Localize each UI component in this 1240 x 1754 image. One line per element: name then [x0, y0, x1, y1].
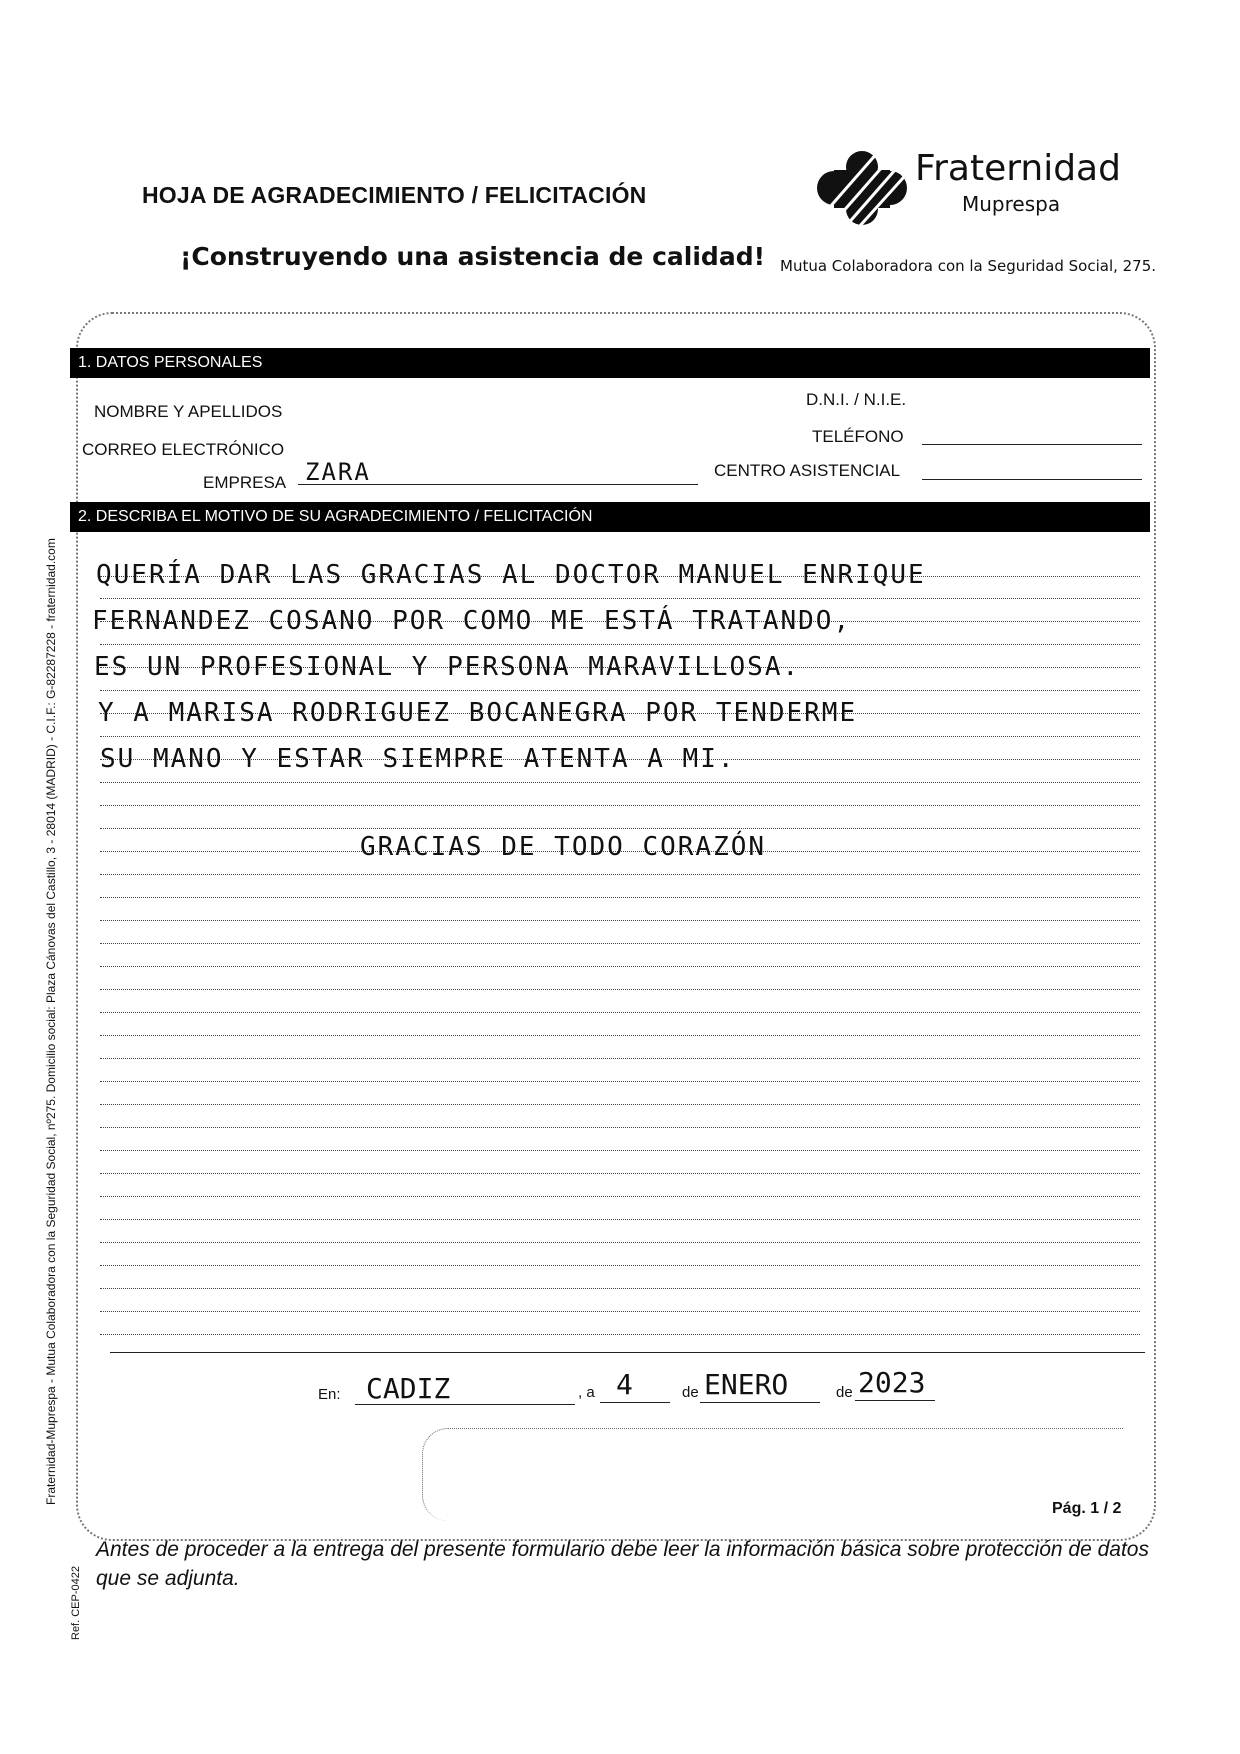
- message-line-1: QUERÍA DAR LAS GRACIAS AL DOCTOR MANUEL ENRIQUE: [96, 560, 926, 590]
- message-line-6: GRACIAS DE TODO CORAZÓN: [360, 832, 767, 862]
- section-1-heading: 1. DATOS PERSONALES: [70, 348, 1150, 378]
- nombre-label: NOMBRE Y APELLIDOS: [94, 402, 283, 421]
- section-2-bottom-line: [110, 1352, 1145, 1353]
- empresa-value: ZARA: [305, 458, 371, 486]
- centro-label: CENTRO ASISTENCIAL: [714, 461, 901, 480]
- page-subtitle: ¡Construyendo una asistencia de calidad!: [180, 242, 765, 271]
- message-line-5: SU MANO Y ESTAR SIEMPRE ATENTA A MI.: [100, 744, 736, 774]
- date-day-field[interactable]: [600, 1402, 670, 1403]
- empresa-label: EMPRESA: [203, 473, 287, 492]
- date-de-label-1: de: [682, 1384, 699, 1401]
- fraternidad-logo-icon: [812, 150, 912, 226]
- page-title: HOJA DE AGRADECIMIENTO / FELICITACIÓN: [142, 182, 647, 208]
- date-year-value: 2023: [858, 1366, 926, 1399]
- telefono-label: TELÉFONO: [812, 427, 904, 446]
- date-city-value: CADIZ: [366, 1372, 451, 1405]
- ref-code: Ref. CEP-0422: [70, 1566, 82, 1640]
- message-line-4: Y A MARISA RODRIGUEZ BOCANEGRA POR TENDERME: [98, 698, 858, 728]
- correo-label: CORREO ELECTRÓNICO: [82, 440, 285, 459]
- date-a-label: , a: [578, 1384, 595, 1401]
- signature-box[interactable]: [422, 1428, 1123, 1521]
- telefono-field[interactable]: [922, 444, 1142, 445]
- message-line-2: FERNANDEZ COSANO POR COMO ME ESTÁ TRATANDO,: [92, 606, 852, 636]
- message-line-3: ES UN PROFESIONAL Y PERSONA MARAVILLOSA.: [94, 652, 801, 682]
- brand-mutua-text: Mutua Colaboradora con la Seguridad Social, 275.: [780, 257, 1157, 275]
- date-de-label-2: de: [836, 1384, 853, 1401]
- form-frame: [76, 312, 1156, 1541]
- brand-subname: Muprespa: [962, 192, 1061, 216]
- date-en-label: En:: [318, 1386, 341, 1403]
- date-month-value: ENERO: [704, 1368, 789, 1401]
- privacy-notice: Antes de proceder a la entrega del presente formulario debe leer la información básica sobre protección de datos que se adjunta.: [96, 1538, 1149, 1590]
- date-day-value: 4: [616, 1368, 633, 1401]
- centro-field[interactable]: [922, 479, 1142, 480]
- date-year-field[interactable]: [855, 1400, 935, 1401]
- page-number: Pág. 1 / 2: [1052, 1500, 1122, 1517]
- side-legal-text: Fraternidad-Muprespa - Mutua Colaboradora con la Seguridad Social, nº275. Domicilio social: Plaza Cánovas del Castillo, 3 - 28014 (MADRID) - C.I.F.: G-82287228 - fraternidad.com: [44, 538, 58, 1505]
- date-month-field[interactable]: [700, 1402, 820, 1403]
- section-2-heading: 2. DESCRIBA EL MOTIVO DE SU AGRADECIMIENTO / FELICITACIÓN: [70, 502, 1150, 532]
- brand-name: Fraternidad: [915, 148, 1121, 189]
- dni-label: D.N.I. / N.I.E.: [806, 390, 907, 409]
